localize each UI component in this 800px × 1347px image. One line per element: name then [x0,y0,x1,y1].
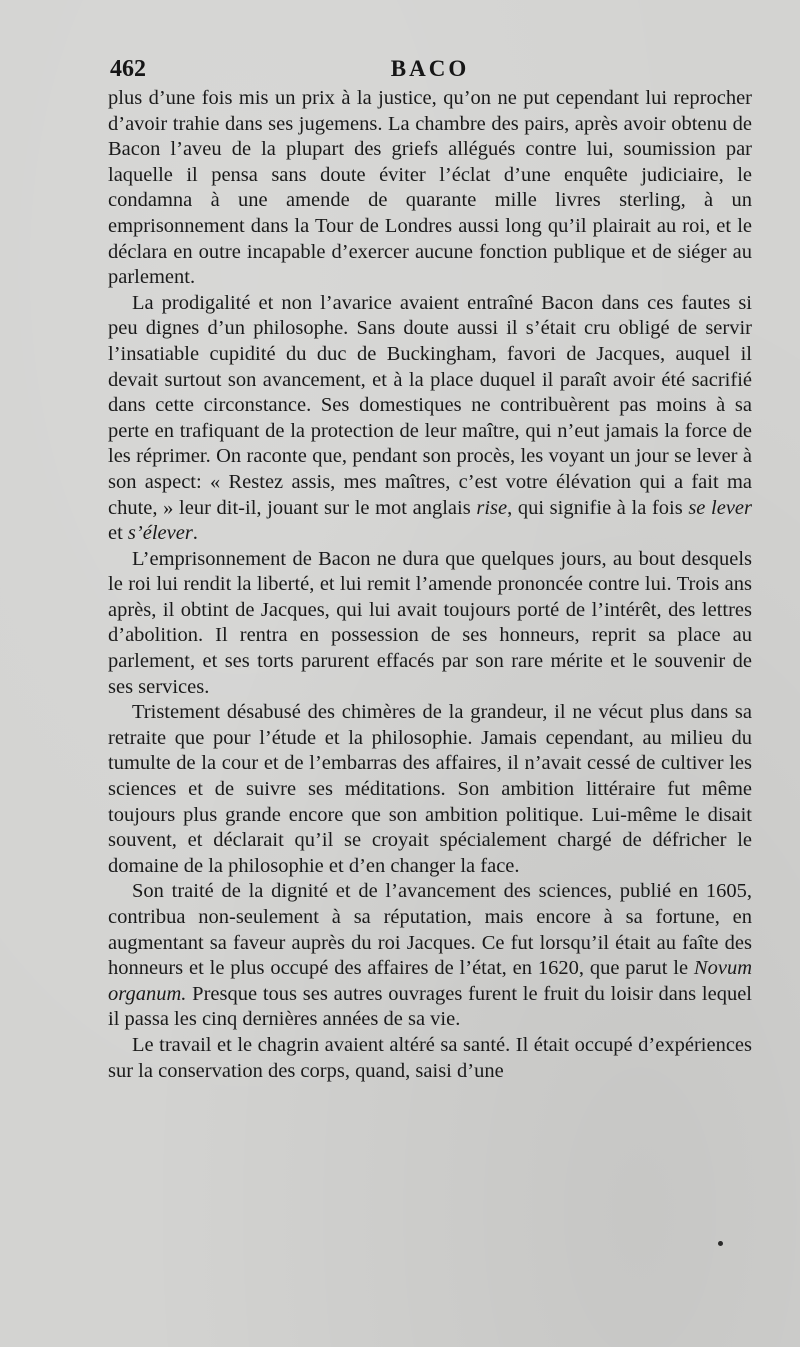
paragraph-4: Tristement désabusé des chimères de la grandeur, il ne vécut plus dans sa retraite que pour l’étude et la philosophie. Jamais cependant, au milieu du tumulte de la cour et de l’embarras des affaires, il n’avait cessé de cultiver les sciences et de suivre ses méditations. Son ambition littéraire fut même toujours plus grande encore que son ambition politique. Lui-même le disait souvent, et déclarait qu’il se croyait spécialement chargé de défricher le domaine de la philosophie et d’en changer la face. [108,701,752,877]
italic-word-rise: rise [476,496,508,519]
paragraph-2-mid2: et [108,522,128,545]
paragraph-5-end: Presque tous ses autres ouvrages furent le fruit du loisir dans lequel il passa les cinq dernières années de sa vie. [108,982,752,1031]
ink-speck [718,1241,723,1246]
paragraph-5-text: Son traité de la dignité et de l’avancement des sciences, publié en 1605, contribua non-seulement à sa réputation, mais encore à sa fortune, en augmentant sa faveur auprès du roi Jacques. Ce fut lorsqu’il était au faîte des honneurs et le plus occupé des affaires de l’état, en 1620, que parut le [108,880,752,980]
paragraph-2 [108,291,752,547]
paragraph-2-end: . [192,522,198,545]
paragraph-6: Le travail et le chagrin avaient altéré sa santé. Il était occupé d’expériences sur la conservation des corps, quand, saisi d’une [108,1033,752,1082]
page-header [108,56,752,90]
italic-s-elever: s’élever [127,522,193,545]
italic-novum-organum: Novum organum. [108,957,752,1005]
paragraph-5 [108,879,752,1033]
running-head: BACO [390,56,470,81]
paragraph-2-mid: , qui signifie à la fois [507,496,689,519]
body-text [108,86,752,1084]
paragraph-2-text: La prodigalité et non l’avarice avaient entraîné Bacon dans ces fautes si peu dignes d’un philosophe. Sans doute aussi il s’était cru obligé de servir l’insatiable cupidité du duc de Buckingham, favori de Jacques, auquel il devait surtout son avancement, et à la place duquel il paraît avoir été sacrifié dans cette circonstance. Ses domestiques ne contribuèrent pas moins à sa perte en trafiquant de la protection de leur maître, qui n’eut jamais la force de les réprimer. On raconte que, pendant son procès, les voyant un jour se lever à son aspect: « Restez assis, mes maîtres, c’est votre élévation qui a fait ma chute, » leur dit-il, jouant sur le mot anglais [108,291,752,519]
paragraph-1: plus d’une fois mis un prix à la justice, qu’on ne put cependant lui reprocher d’avoir trahie dans ses jugemens. La chambre des pairs, après avoir obtenu de Bacon l’aveu de la plupart des griefs allégués contre lui, soumission par laquelle il pensa sans doute éviter l’éclat d’une enquête judiciaire, le condamna à une amende de quarante mille livres sterling, à un emprisonnement dans la Tour de Londres aussi long qu’il plairait au roi, et le déclara en outre incapable d’exercer aucune fonction publique et de siéger au parlement. [108,87,752,289]
page-number: 462 [110,56,146,82]
paragraph-3: L’emprisonnement de Bacon ne dura que quelques jours, au bout desquels le roi lui rendit la liberté, et lui remit l’amende prononcée contre lui. Trois ans après, il obtint de Jacques, qui lui avait toujours porté de l’intérêt, des lettres d’abolition. Il rentra en possession de ses honneurs, reprit sa place au parlement, et ses torts parurent effacés par son rare mérite et le souvenir de ses services. [108,547,752,698]
italic-se-lever: se lever [688,496,753,519]
